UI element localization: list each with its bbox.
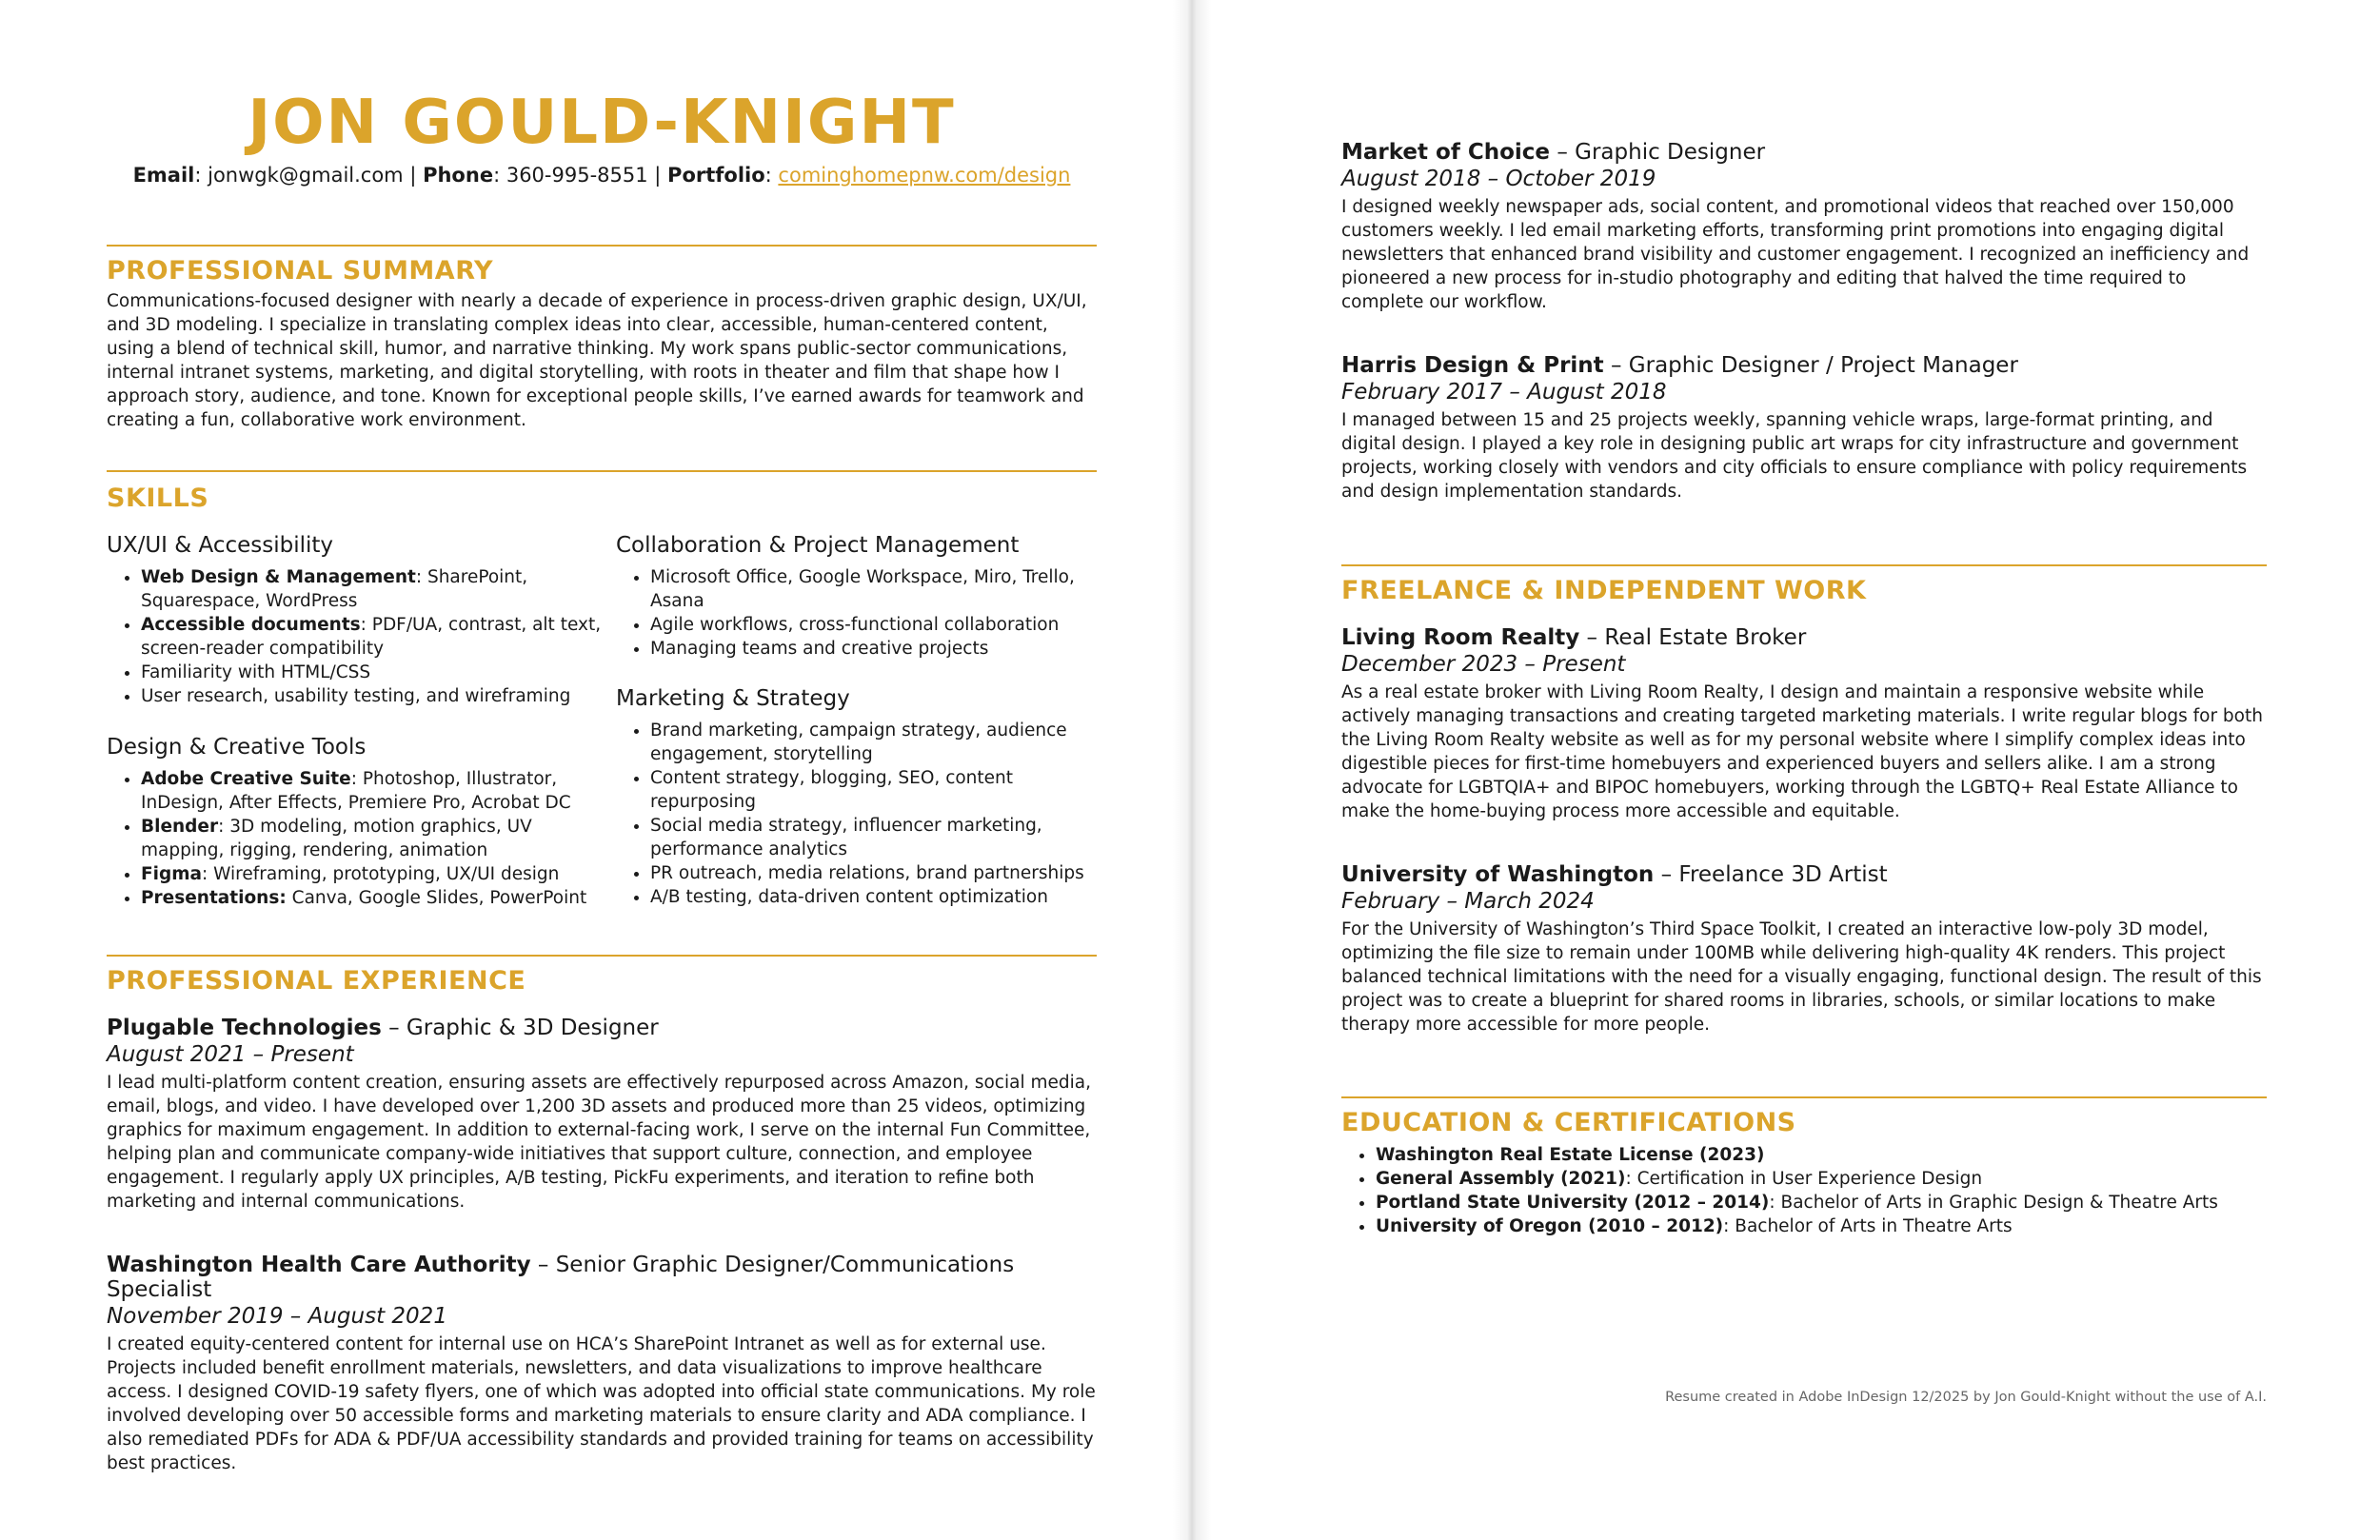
skill-item: • Microsoft Office, Google Workspace, Miro, Trello, Asana bbox=[650, 565, 1101, 613]
skills-group-heading: Design & Creative Tools bbox=[107, 735, 367, 760]
skill-item: • Adobe Creative Suite: Photoshop, Illustrator, InDesign, After Effects, Premiere Pro, Acrobat DC bbox=[141, 767, 602, 815]
job-description: For the University of Washington’s Third Space Toolkit, I created an interactive low-poly 3D model, optimizing the file size to remain under 100MB while delivering high-quality 4K renders. This project balanced technical limitations with the need for a visually engaging, functional design. The result of this project was to create a blueprint for shared rooms in libraries, schools, or similar locations to make therapy more accessible for more people. bbox=[1341, 919, 2262, 1035]
skill-item: • PR outreach, media relations, brand partnerships bbox=[650, 861, 1101, 885]
job-role: – Real Estate Broker bbox=[1579, 625, 1807, 650]
job-entry bbox=[1341, 140, 2267, 314]
job-company: Living Room Realty bbox=[1341, 625, 1580, 650]
job-entry bbox=[1341, 353, 2267, 503]
skills-list bbox=[616, 565, 1101, 661]
job-description: I designed weekly newspaper ads, social content, and promotional videos that reached over 150,000 customers weekly. I led email marketing efforts, transforming print promotions into engaging digital newsletters that enhanced brand visibility and customer engagement. I recognized an inefficiency and pioneered a new process for in-studio photography and editing that halved the time required to complete our workflow. bbox=[1341, 197, 2250, 312]
job-description: I managed between 15 and 25 projects weekly, spanning vehicle wraps, large-format printing, and digital design. I played a key role in designing public art wraps for city infrastructure and government projects, working closely with vendors and city officials to ensure compliance with policy requirements and design implementation standards. bbox=[1341, 410, 2248, 502]
job-description: I created equity-centered content for internal use on HCA’s SharePoint Intranet as well as for external use. Projects included benefit enrollment materials, newsletters, and data visualizations to improve healthcare access. I designed COVID-19 safety flyers, one of which was adopted into official state communications. My role involved developing over 50 accessible forms and marketing materials to ensure clarity and ADA compliance. I also remediated PDFs for ADA & PDF/UA accessibility standards and provided training for teams on accessibility best practices. bbox=[107, 1334, 1096, 1473]
skill-item: • Presentations: Canva, Google Slides, PowerPoint bbox=[141, 886, 602, 910]
job-role: – Freelance 3D Artist bbox=[1654, 862, 1888, 887]
education-list bbox=[1341, 1143, 2267, 1238]
skills-group-heading: Collaboration & Project Management bbox=[616, 533, 1020, 558]
job-dates: December 2023 – Present bbox=[1341, 652, 1626, 677]
job-dates: November 2019 – August 2021 bbox=[107, 1304, 447, 1329]
job-role: – Senior Graphic Designer/Communications Specialist bbox=[107, 1253, 1015, 1302]
portfolio-label: Portfolio bbox=[667, 164, 765, 187]
education-item: • Portland State University (2012 – 2014): Bachelor of Arts in Graphic Design & Theatre Arts bbox=[1376, 1191, 2267, 1214]
job-description: As a real estate broker with Living Room Realty, I design and maintain a responsive website while actively managing transactions and creating targeted marketing materials. I write regular blogs for both the Living Room Realty website as well as for my personal website where I simplify complex ideas into digestible pieces for first-time homebuyers and experienced buyers and sellers alike. I am a strong advocate for LGBTQIA+ and BIPOC homebuyers, working through the LGBTQ+ Real Estate Alliance to make the home-buying process more accessible and equitable. bbox=[1341, 682, 2263, 821]
job-dates: August 2018 – October 2019 bbox=[1341, 167, 1656, 191]
skill-item: • Brand marketing, campaign strategy, audience engagement, storytelling bbox=[650, 719, 1101, 766]
skills-group-design bbox=[107, 735, 602, 910]
skill-item: • Social media strategy, influencer marketing, performance analytics bbox=[650, 814, 1101, 861]
job-entry bbox=[107, 1253, 1097, 1475]
footer-note: Resume created in Adobe InDesign 12/2025 by Jon Gould-Knight without the use of A.I. bbox=[1665, 1390, 2267, 1405]
separator: | bbox=[409, 164, 417, 187]
job-dates: August 2021 – Present bbox=[107, 1042, 354, 1067]
skills-group-marketing bbox=[616, 686, 1101, 909]
email-label: Email bbox=[132, 164, 195, 187]
job-company: Washington Health Care Authority bbox=[107, 1253, 531, 1277]
education-item: • University of Oregon (2010 – 2012): Bachelor of Arts in Theatre Arts bbox=[1376, 1214, 2267, 1238]
job-entry bbox=[107, 1016, 1097, 1214]
skills-list bbox=[107, 767, 602, 910]
skills-group-ux bbox=[107, 533, 602, 708]
skill-item: • Blender: 3D modeling, motion graphics, UV mapping, rigging, rendering, animation bbox=[141, 815, 602, 862]
skills-group-heading: Marketing & Strategy bbox=[616, 686, 850, 711]
skill-item: • Content strategy, blogging, SEO, content repurposing bbox=[650, 766, 1101, 814]
job-dates: February – March 2024 bbox=[1341, 889, 1595, 914]
freelance-section bbox=[1341, 564, 2267, 605]
phone-value: 360-995-8551 bbox=[506, 164, 648, 187]
job-heading bbox=[107, 1253, 1097, 1302]
job-company: University of Washington bbox=[1341, 862, 1655, 887]
job-entry bbox=[1341, 862, 2267, 1037]
contact-line: Email: jonwgk@gmail.com | Phone: 360-995-8551 | Portfolio: cominghomepnw.com/design bbox=[132, 164, 1071, 187]
education-section bbox=[1341, 1096, 2267, 1238]
skill-item: • Figma: Wireframing, prototyping, UX/UI design bbox=[141, 862, 602, 886]
resume-name: JON GOULD-KNIGHT bbox=[248, 88, 956, 158]
job-dates: February 2017 – August 2018 bbox=[1341, 380, 1667, 405]
skills-group-collaboration bbox=[616, 533, 1101, 661]
skill-item: • Accessible documents: PDF/UA, contrast, alt text, screen-reader compatibility bbox=[141, 613, 602, 661]
section-rule bbox=[1341, 564, 2267, 566]
job-description: I lead multi-platform content creation, ensuring assets are effectively repurposed across Amazon, social media, email, blogs, and video. I have developed over 1,200 3D assets and produced more than 25 videos, optimizing graphics for maximum engagement. In addition to external-facing work, I serve on the internal Fun Committee, helping plan and communicate company-wide initiatives that support culture, connection, and employee engagement. I regularly apply UX principles, A/B testing, PickFu experiments, and iteration to refine both marketing and internal communications. bbox=[107, 1073, 1091, 1212]
skills-group-heading: UX/UI & Accessibility bbox=[107, 533, 334, 558]
job-heading bbox=[1341, 625, 2267, 650]
portfolio-link[interactable]: cominghomepnw.com/design bbox=[778, 164, 1071, 187]
skills-list bbox=[616, 719, 1101, 909]
phone-label: Phone bbox=[423, 164, 494, 187]
skills-section bbox=[107, 470, 1097, 513]
email-value: jonwgk@gmail.com bbox=[208, 164, 404, 187]
page-gutter bbox=[1173, 0, 1211, 1540]
job-company: Harris Design & Print bbox=[1341, 353, 1604, 378]
section-rule bbox=[107, 470, 1097, 472]
summary-section bbox=[107, 245, 1097, 432]
skill-item: • Familiarity with HTML/CSS bbox=[141, 661, 602, 684]
skill-item: • User research, usability testing, and wireframing bbox=[141, 684, 602, 708]
education-item: • Washington Real Estate License (2023) bbox=[1376, 1143, 2267, 1167]
job-role: – Graphic Designer / Project Manager bbox=[1603, 353, 2018, 378]
job-company: Market of Choice bbox=[1341, 140, 1551, 165]
experience-section bbox=[107, 955, 1097, 996]
job-heading bbox=[1341, 862, 2267, 887]
section-rule bbox=[1341, 1096, 2267, 1098]
job-entry bbox=[1341, 625, 2267, 823]
skills-title: SKILLS bbox=[107, 484, 209, 513]
freelance-title: FREELANCE & INDEPENDENT WORK bbox=[1341, 576, 1867, 605]
separator: | bbox=[654, 164, 662, 187]
skill-item: • Agile workflows, cross-functional collaboration bbox=[650, 613, 1101, 637]
education-item: • General Assembly (2021): Certification in User Experience Design bbox=[1376, 1167, 2267, 1191]
job-heading bbox=[107, 1016, 1097, 1040]
job-heading bbox=[1341, 353, 2267, 378]
job-company: Plugable Technologies bbox=[107, 1016, 382, 1040]
summary-text: Communications-focused designer with nearly a decade of experience in process-driven graphic design, UX/UI, and 3D modeling. I specialize in translating complex ideas into clear, accessible, human-centered content, using a blend of technical skill, humor, and narrative thinking. My work spans public-sector communications, internal intranet systems, marketing, and digital storytelling, with roots in theater and film that shape how I approach story, audience, and tone. Known for exceptional people skills, I’ve earned awards for teamwork and creating a fun, collaborative work environment. bbox=[107, 291, 1087, 430]
skills-list bbox=[107, 565, 602, 708]
experience-title: PROFESSIONAL EXPERIENCE bbox=[107, 966, 526, 996]
section-rule bbox=[107, 955, 1097, 957]
job-heading bbox=[1341, 140, 2267, 165]
skill-item: • Web Design & Management: SharePoint, Squarespace, WordPress bbox=[141, 565, 602, 613]
summary-title: PROFESSIONAL SUMMARY bbox=[107, 256, 494, 286]
job-role: – Graphic Designer bbox=[1550, 140, 1766, 165]
job-role: – Graphic & 3D Designer bbox=[381, 1016, 659, 1040]
skill-item: • Managing teams and creative projects bbox=[650, 637, 1101, 661]
education-title: EDUCATION & CERTIFICATIONS bbox=[1341, 1108, 1796, 1137]
resume-header bbox=[107, 88, 1097, 187]
skill-item: • A/B testing, data-driven content optimization bbox=[650, 885, 1101, 909]
section-rule bbox=[107, 245, 1097, 247]
